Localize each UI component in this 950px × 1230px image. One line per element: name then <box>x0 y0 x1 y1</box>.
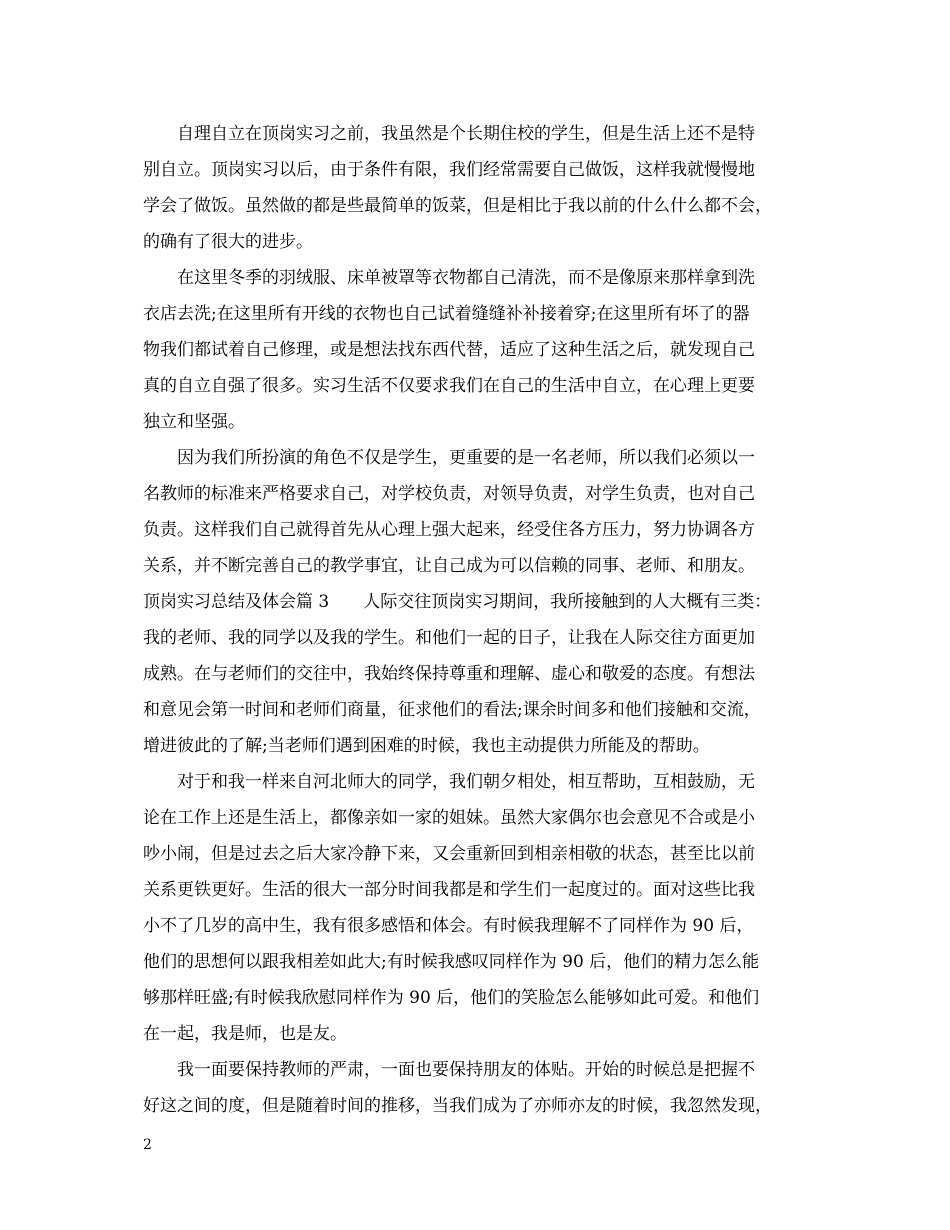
text-line: 因为我们所扮演的角色不仅是学生，更重要的是一名老师，所以我们必须以一 <box>177 448 755 468</box>
section-heading-line <box>143 584 825 620</box>
text-line: 我一面要保持教师的严肃，一面也要保持朋友的体贴。开始的时候总是把握不 <box>177 1060 755 1080</box>
text-line: 物我们都试着自己修理，或是想法找东西代替，适应了这种生活之后，就发现自己 <box>143 340 755 360</box>
text-line: 和意见会第一时间和老师们商量，征求他们的看法;课余时间多和他们接触和交流， <box>143 700 761 720</box>
text-line: 成熟。在与老师们的交往中，我始终保持尊重和理解、虚心和敬爱的态度。有想法 <box>143 664 755 684</box>
text-line: 关系，并不断完善自己的教学事宜，让自己成为可以信赖的同事、老师、和朋友。 <box>143 556 755 576</box>
section-heading: 顶岗实习总结及体会篇 3 <box>143 592 330 612</box>
text-line: 的确有了很大的进步。 <box>143 232 313 252</box>
text-line: 够那样旺盛;有时候我欣慰同样作为 90 后，他们的笑脸怎么能够如此可爱。和他们 <box>143 988 760 1008</box>
text-line: 负责。这样我们自己就得首先从心理上强大起来，经受住各方压力，努力协调各方 <box>143 520 755 540</box>
text-line: 关系更铁更好。生活的很大一部分时间我都是和学生们一起度过的。面对这些比我 <box>143 880 755 900</box>
text-line: 衣店去洗;在这里所有开线的衣物也自己试着缝缝补补接着穿;在这里所有坏了的器 <box>143 304 750 324</box>
text-line: 吵小闹，但是过去之后大家冷静下来，又会重新回到相亲相敬的状态，甚至比以前 <box>143 844 755 864</box>
text-line: 我的老师、我的同学以及我的学生。和他们一起的日子，让我在人际交往方面更加 <box>143 628 755 648</box>
text-line: 他们的思想何以跟我相差如此大;有时候我感叹同样作为 90 后，他们的精力怎么能 <box>143 952 760 972</box>
text-line: 论在工作上还是生活上，都像亲如一家的姐妹。虽然大家偶尔也会意见不合或是小 <box>143 808 755 828</box>
text-line: 在一起，我是师，也是友。 <box>143 1024 347 1044</box>
page-number: 2 <box>143 1137 152 1153</box>
text-line: 小不了几岁的高中生，我有很多感悟和体会。有时候我理解不了同样作为 90 后， <box>143 916 754 936</box>
text-line: 别自立。顶岗实习以后，由于条件有限，我们经常需要自己做饭，这样我就慢慢地 <box>143 160 755 180</box>
text-line: 增进彼此的了解;当老师们遇到困难的时候，我也主动提供力所能及的帮助。 <box>143 736 710 756</box>
text-line: 学会了做饭。虽然做的都是些最简单的饭菜，但是相比于我以前的什么什么都不会， <box>143 196 772 216</box>
text-line: 名教师的标准来严格要求自己，对学校负责，对领导负责，对学生负责，也对自己 <box>143 484 755 504</box>
text-line: 人际交往顶岗实习期间，我所接触到的人大概有三类： <box>363 592 772 612</box>
text-line: 好这之间的度，但是随着时间的推移，当我们成为了亦师亦友的时候，我忽然发现， <box>143 1096 772 1116</box>
text-line: 在这里冬季的羽绒服、床单被罩等衣物都自己清洗，而不是像原来那样拿到洗 <box>177 268 755 288</box>
text-line: 自理自立在顶岗实习之前，我虽然是个长期住校的学生，但是生活上还不是特 <box>177 124 755 144</box>
text-line: 对于和我一样来自河北师大的同学，我们朝夕相处，相互帮助，互相鼓励，无 <box>177 772 755 792</box>
document-body <box>143 116 825 1124</box>
text-line: 独立和坚强。 <box>143 412 245 432</box>
text-line: 真的自立自强了很多。实习生活不仅要求我们在自己的生活中自立，在心理上更要 <box>143 376 755 396</box>
